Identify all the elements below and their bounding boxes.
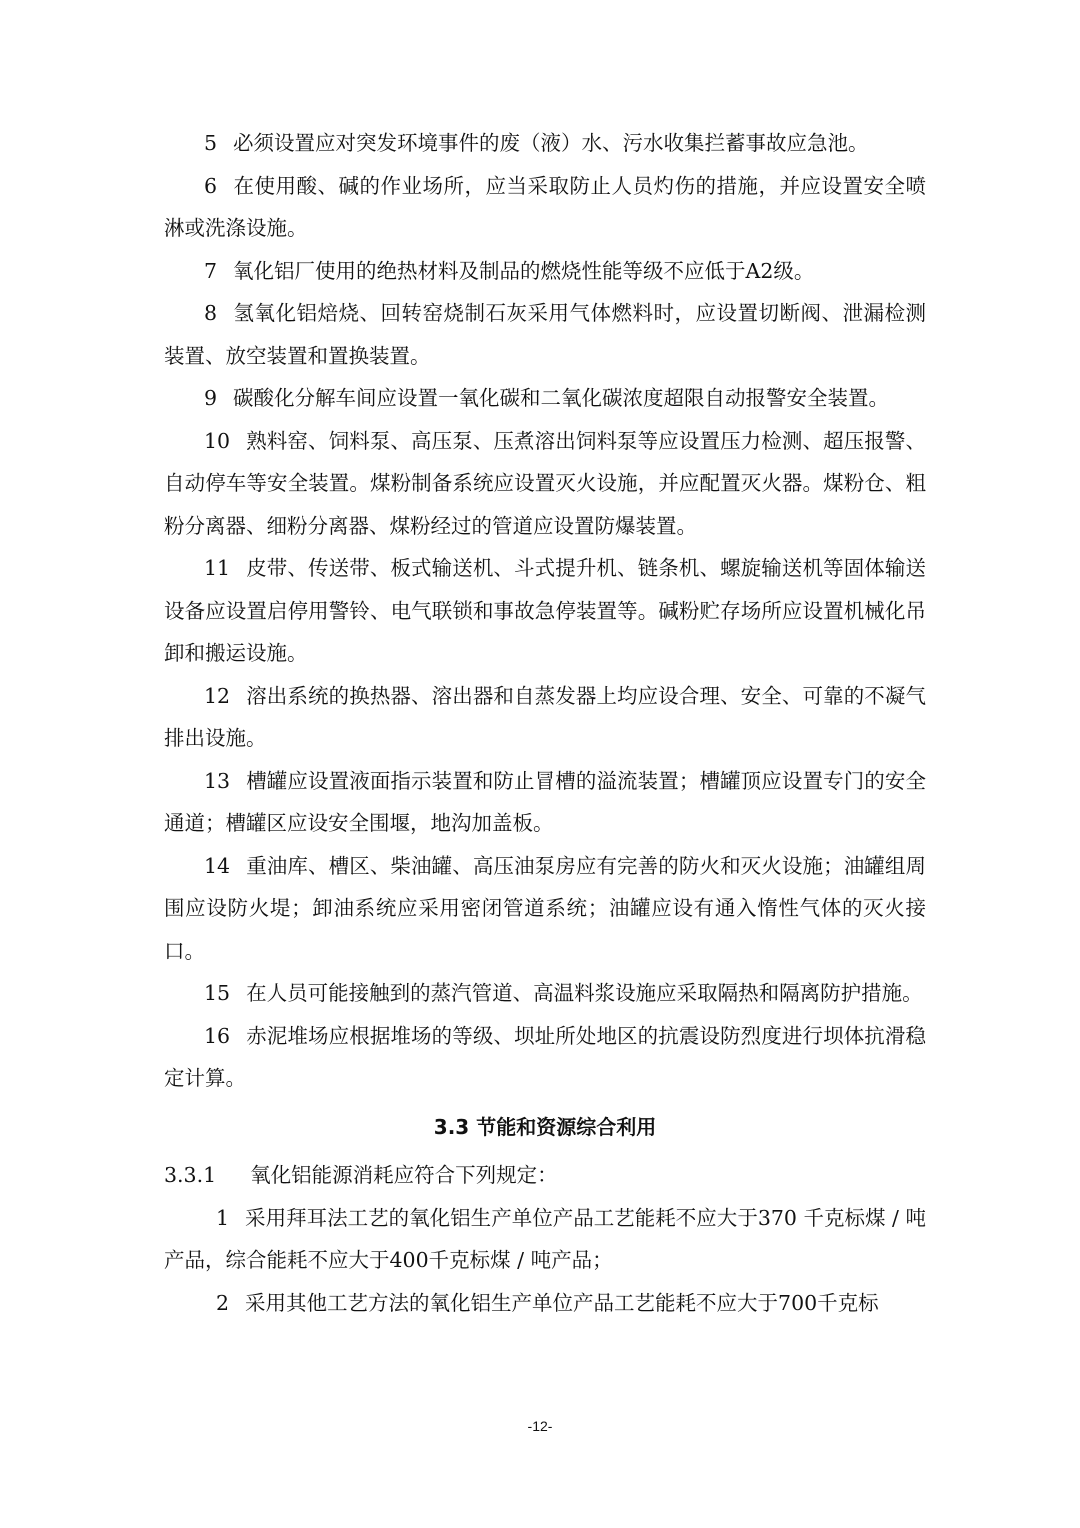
list-item bbox=[164, 1015, 926, 1100]
section-title: 3.3 节能和资源综合利用 bbox=[433, 1114, 657, 1139]
item-number: 14 bbox=[204, 853, 231, 878]
list-item bbox=[164, 675, 926, 760]
clause-text: 氧化铝能源消耗应符合下列规定： bbox=[250, 1163, 558, 1187]
list-item bbox=[164, 1282, 926, 1325]
list-item bbox=[164, 972, 926, 1015]
item-number: 16 bbox=[204, 1023, 231, 1048]
clause-number: 3.3.1 bbox=[164, 1163, 217, 1187]
item-text: 重油库、槽区、柴油罐、高压油泵房应有完善的防火和灭火设施；油罐组周围应设防火堤；卸油系统应采用密闭管道系统；油罐应设有通入惰性气体的灭火接口。 bbox=[164, 853, 926, 963]
item-number: 13 bbox=[204, 768, 231, 793]
item-text: 必须设置应对突发环境事件的废（液）水、污水收集拦蓄事故应急池。 bbox=[233, 131, 869, 155]
item-number: 5 bbox=[204, 131, 218, 155]
document-body bbox=[164, 122, 926, 1324]
item-text: 在使用酸、碱的作业场所，应当采取防止人员灼伤的措施，并应设置安全喷淋或洗涤设施。 bbox=[164, 173, 926, 240]
item-number: 9 bbox=[204, 386, 218, 410]
item-text: 氢氧化铝焙烧、回转窑烧制石灰采用气体燃料时，应设置切断阀、泄漏检测装置、放空装置和置换装置。 bbox=[164, 301, 926, 368]
item-text: 熟料窑、饲料泵、高压泵、压煮溶出饲料泵等应设置压力检测、超压报警、自动停车等安全装置。煤粉制备系统应设置灭火设施，并应配置灭火器。煤粉仓、粗粉分离器、细粉分离器、煤粉经过的管道应设置防爆装置。 bbox=[164, 428, 926, 538]
list-item bbox=[164, 1197, 926, 1282]
item-number: 6 bbox=[204, 173, 218, 198]
item-text: 采用拜耳法工艺的氧化铝生产单位产品工艺能耗不应大于370 千克标煤 / 吨产品，综合能耗不应大于400千克标煤 / 吨产品； bbox=[164, 1205, 926, 1272]
item-number: 11 bbox=[204, 556, 231, 580]
item-number: 1 bbox=[216, 1205, 230, 1230]
item-text: 皮带、传送带、板式输送机、斗式提升机、链条机、螺旋输送机等固体输送设备应设置启停用警铃、电气联锁和事故急停装置等。碱粉贮存场所应设置机械化吊卸和搬运设施。 bbox=[164, 556, 926, 665]
item-text: 采用其他工艺方法的氧化铝生产单位产品工艺能耗不应大于700千克标 bbox=[245, 1290, 879, 1315]
item-number: 7 bbox=[204, 258, 218, 283]
item-number: 12 bbox=[204, 683, 231, 708]
list-item bbox=[164, 377, 926, 420]
clause-heading bbox=[164, 1154, 926, 1197]
page-number: -12- bbox=[527, 1418, 553, 1434]
item-number: 10 bbox=[204, 428, 231, 453]
list-item bbox=[164, 420, 926, 548]
list-item bbox=[164, 845, 926, 973]
list-item bbox=[164, 122, 926, 165]
item-text: 赤泥堆场应根据堆场的等级、坝址所处地区的抗震设防烈度进行坝体抗滑稳定计算。 bbox=[164, 1023, 926, 1090]
list-item bbox=[164, 250, 926, 293]
item-text: 在人员可能接触到的蒸汽管道、高温料浆设施应采取隔热和隔离防护措施。 bbox=[246, 981, 923, 1005]
list-item bbox=[164, 547, 926, 675]
item-number: 8 bbox=[204, 301, 218, 325]
list-item bbox=[164, 165, 926, 250]
item-text: 碳酸化分解车间应设置一氧化碳和二氧化碳浓度超限自动报警安全装置。 bbox=[233, 386, 890, 410]
item-number: 15 bbox=[204, 981, 231, 1005]
item-number: 2 bbox=[216, 1290, 230, 1315]
item-text: 溶出系统的换热器、溶出器和自蒸发器上均应设合理、安全、可靠的不凝气排出设施。 bbox=[164, 683, 926, 750]
item-text: 槽罐应设置液面指示装置和防止冒槽的溢流装置；槽罐顶应设置专门的安全通道；槽罐区应设安全围堰，地沟加盖板。 bbox=[164, 768, 926, 835]
list-item bbox=[164, 760, 926, 845]
item-text: 氧化铝厂使用的绝热材料及制品的燃烧性能等级不应低于A2级。 bbox=[233, 258, 815, 283]
list-item bbox=[164, 292, 926, 377]
